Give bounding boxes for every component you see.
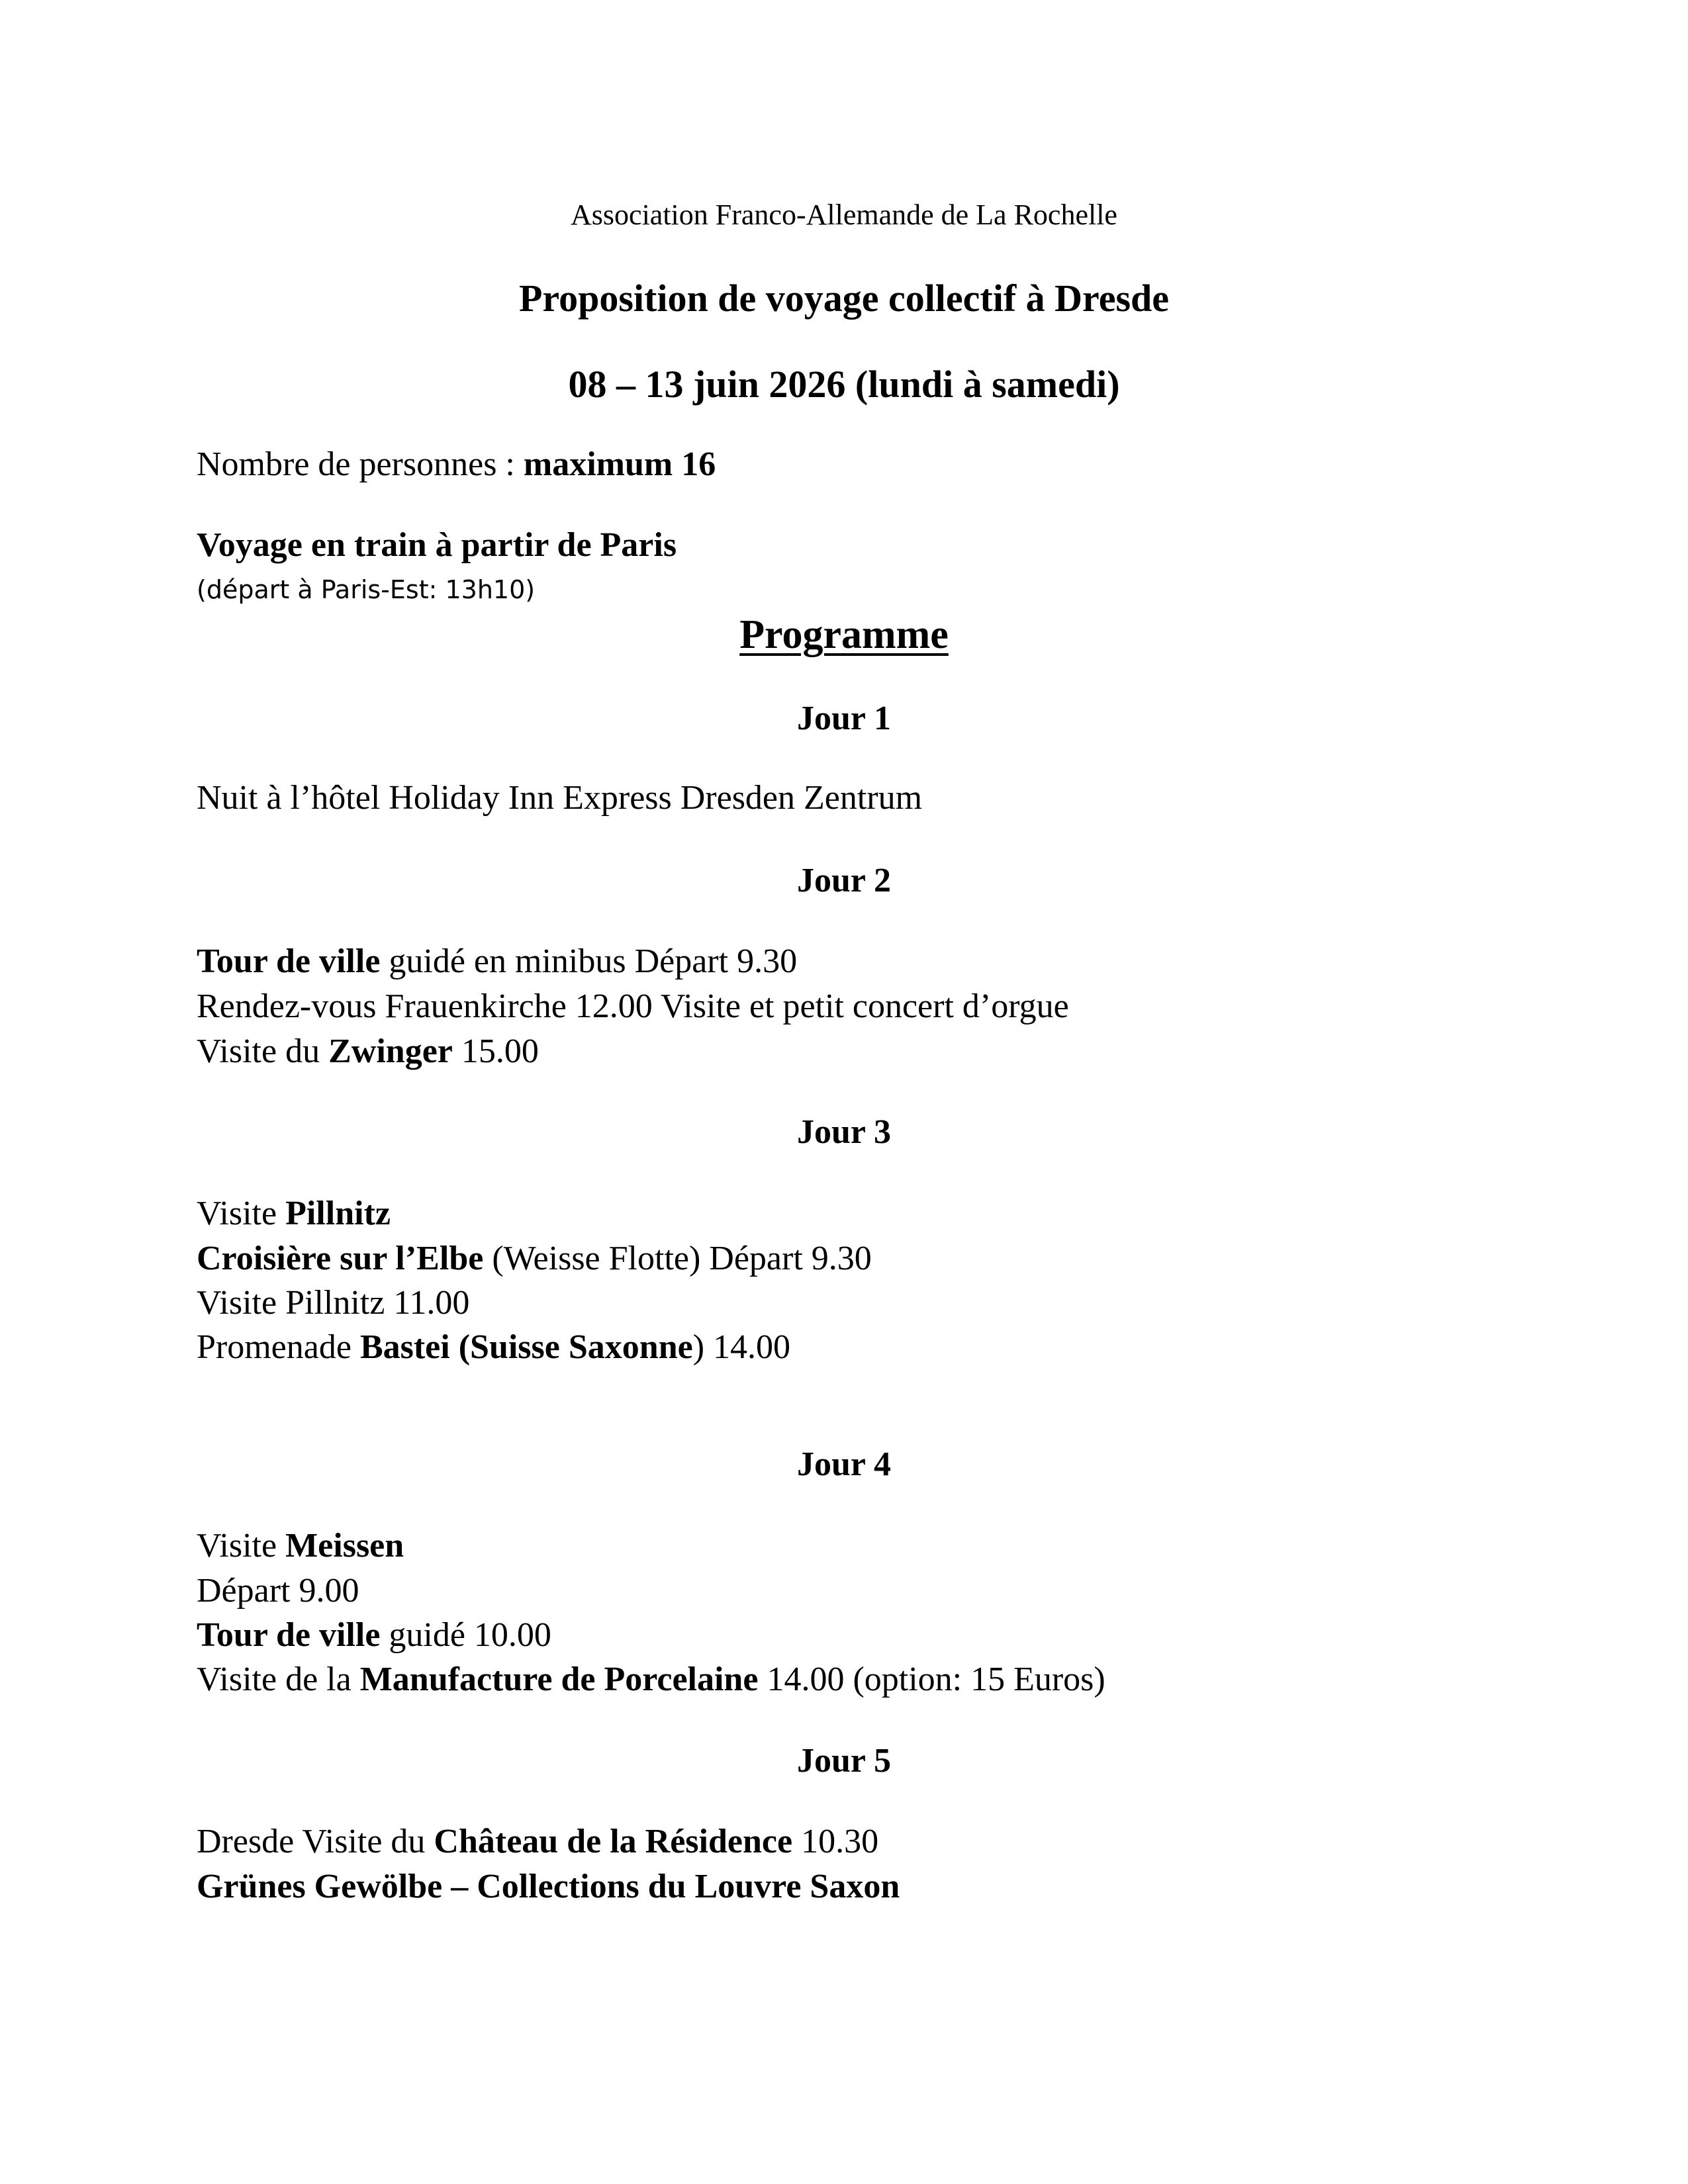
travel-title — [197, 528, 677, 563]
day-2-line-2 — [197, 989, 1069, 1024]
day-2-line-1 — [197, 944, 797, 979]
day-5-line-2 — [197, 1870, 900, 1904]
travel-note: (départ à Paris-Est: 13h10) — [197, 575, 536, 604]
programme-heading: Programme — [739, 612, 949, 657]
line-bold: Bastei (Suisse Saxonne — [359, 1328, 693, 1366]
line-text: guidé en minibus Départ 9.30 — [380, 942, 798, 980]
line-bold: Croisière sur l’Elbe — [197, 1240, 484, 1277]
line-text: Visite — [197, 1195, 286, 1232]
day-2-line-3 — [197, 1034, 539, 1069]
persons-label: Nombre de personnes : — [197, 445, 524, 483]
line-bold: Château de la Résidence — [434, 1823, 793, 1860]
day-3-line-3 — [197, 1286, 469, 1320]
day-5-title: Jour 5 — [796, 1742, 892, 1780]
line-text: Visite — [197, 1527, 286, 1565]
line-text: 10.30 — [792, 1823, 879, 1860]
day-3-line-1 — [197, 1197, 391, 1231]
day-2-title: Jour 2 — [796, 862, 892, 899]
line-text: 14.00 (option: 15 Euros) — [758, 1661, 1105, 1698]
line-text: Visite Pillnitz 11.00 — [197, 1284, 470, 1322]
day-3-line-4 — [197, 1330, 790, 1365]
day-4-line-3 — [197, 1618, 551, 1653]
document-title: Proposition de voyage collectif à Dresde — [518, 277, 1170, 320]
line-text: (Weisse Flotte) Départ 9.30 — [483, 1240, 872, 1277]
day-4-line-2 — [197, 1574, 359, 1608]
day-4-line-4 — [197, 1662, 1105, 1697]
day-4-line-1 — [197, 1529, 404, 1563]
line-text: guidé 10.00 — [380, 1616, 551, 1654]
line-text: Rendez-vous Frauenkirche 12.00 Visite et petit concert d’orgue — [197, 987, 1069, 1025]
travel-title-text: Voyage en train à partir de Paris — [197, 526, 677, 564]
persons-value: maximum 16 — [523, 445, 716, 483]
day-5-line-1 — [197, 1825, 878, 1859]
day-1-title: Jour 1 — [796, 700, 892, 737]
line-bold: Zwinger — [328, 1032, 453, 1070]
line-bold: Pillnitz — [285, 1195, 391, 1232]
line-bold: Tour de ville — [197, 1616, 381, 1654]
line-bold: Meissen — [285, 1527, 404, 1565]
line-text: Départ 9.00 — [197, 1572, 359, 1610]
line-text: Visite de la — [197, 1661, 360, 1698]
persons-line — [197, 447, 716, 482]
line-text: Promenade — [197, 1328, 360, 1366]
day-1-line-1 — [197, 781, 922, 815]
day-3-line-2 — [197, 1242, 872, 1276]
line-bold: Grünes Gewölbe – Collections du Louvre Saxon — [197, 1868, 900, 1905]
day-3-title: Jour 3 — [796, 1113, 892, 1151]
line-bold: Manufacture de Porcelaine — [359, 1661, 759, 1698]
organization-name: Association Franco-Allemande de La Rochelle — [571, 199, 1117, 231]
line-text: Nuit à l’hôtel Holiday Inn Express Dresden Zentrum — [197, 779, 923, 817]
line-text: Visite du — [197, 1032, 329, 1070]
trip-dates: 08 – 13 juin 2026 (lundi à samedi) — [568, 363, 1120, 406]
day-4-title: Jour 4 — [796, 1445, 892, 1483]
line-bold: Tour de ville — [197, 942, 381, 980]
line-text: 15.00 — [452, 1032, 539, 1070]
line-text: Dresde Visite du — [197, 1823, 434, 1860]
line-text: ) 14.00 — [692, 1328, 791, 1366]
